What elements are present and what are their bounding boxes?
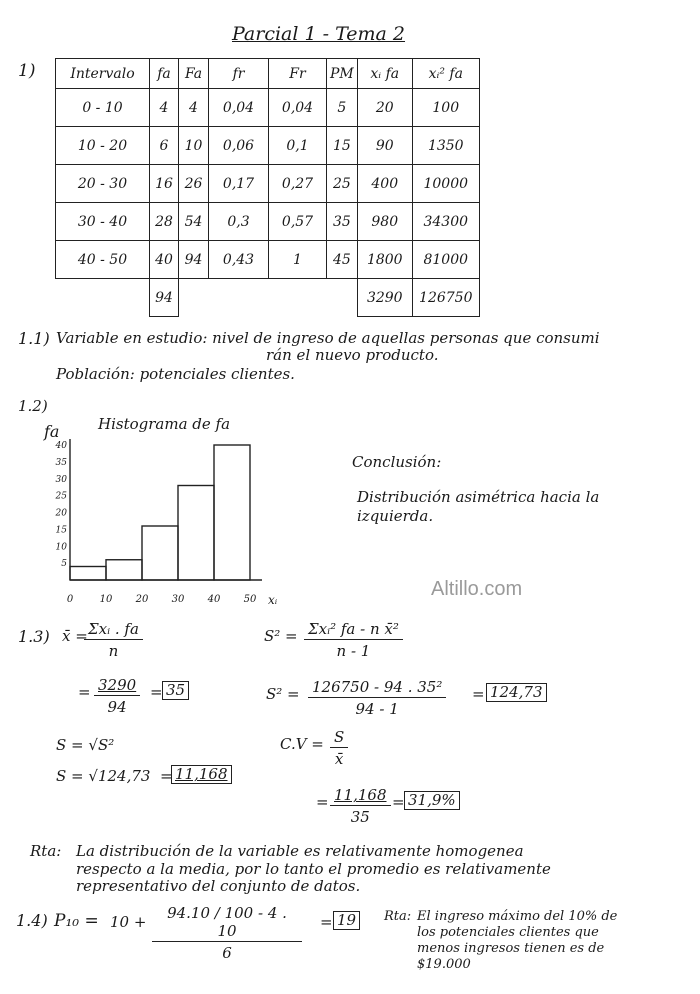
mean-denominator: n <box>108 642 119 660</box>
blank-cell <box>209 279 269 317</box>
table-cell: 0,04 <box>209 89 269 127</box>
total-xi-fa-cell: 3290 <box>357 279 412 317</box>
table-cell: 980 <box>357 203 412 241</box>
page-title: Parcial 1 - Tema 2 <box>232 23 406 45</box>
header-cell: xᵢ fa <box>357 59 412 89</box>
table-cell: 1 <box>269 241 327 279</box>
variance-denominator: n - 1 <box>336 642 371 660</box>
x-tick-label: 50 <box>243 594 257 605</box>
table-cell: 10000 <box>412 165 479 203</box>
table-cell: 0,06 <box>209 127 269 165</box>
mean-denominator-value: 94 <box>107 698 127 716</box>
table-cell: 20 - 30 <box>56 165 150 203</box>
percentile-num-fraction: 94.10 / 100 <box>167 904 254 922</box>
total-xi2-fa-cell: 126750 <box>412 279 479 317</box>
blank-cell <box>179 279 209 317</box>
variance-formula <box>304 620 403 660</box>
table-cell: 40 <box>150 241 179 279</box>
percentile-equals: = <box>320 913 333 931</box>
totals-row <box>56 279 480 317</box>
mean-numerator: Σxᵢ . fa <box>84 620 143 640</box>
mean-formula <box>84 620 143 660</box>
table-cell: 400 <box>357 165 412 203</box>
y-tick-label: 35 <box>55 457 67 468</box>
question-1-3-number: 1.3) <box>18 627 50 646</box>
table-cell: 81000 <box>412 241 479 279</box>
variance2-numerator: 126750 - 94 . 35² <box>308 678 446 698</box>
variance2-lhs: S² = <box>266 685 300 703</box>
std-definition: S = √S² <box>56 736 115 754</box>
table-cell: 0,1 <box>269 127 327 165</box>
table-cell: 0,04 <box>269 89 327 127</box>
variance-equals: = <box>472 685 485 703</box>
table-cell: 1800 <box>357 241 412 279</box>
question-1-number: 1) <box>18 61 36 81</box>
variable-line-2: rán el nuevo producto. <box>266 346 439 364</box>
variance-numerator: Σxᵢ² fa - n x̄² <box>304 620 403 640</box>
table-cell: 15 <box>327 127 358 165</box>
cv-denominator: x̄ <box>334 750 344 768</box>
conclusion-label: Conclusión: <box>352 453 442 471</box>
y-tick-label: 20 <box>55 508 67 519</box>
total-fa-cell: 94 <box>150 279 179 317</box>
watermark: Altillo.com <box>431 578 523 600</box>
answer-line-3: representativo del conjunto de datos. <box>76 877 361 895</box>
blank-cell <box>327 279 358 317</box>
x-tick-label: 40 <box>207 594 221 605</box>
table-cell: 28 <box>150 203 179 241</box>
cv-formula <box>330 728 348 768</box>
table-cell: 0,57 <box>269 203 327 241</box>
population-line: Población: potenciales clientes. <box>56 365 295 383</box>
chart-title: Histograma de fa <box>98 415 231 433</box>
y-tick-label: 5 <box>61 559 67 570</box>
table-row <box>56 89 480 127</box>
answer-line-2: respecto a la media, por lo tanto el promedio es relativamente <box>76 860 551 878</box>
y-tick-label: 10 <box>55 542 67 553</box>
table-cell: 34300 <box>412 203 479 241</box>
table-cell: 6 <box>150 127 179 165</box>
table-cell: 1350 <box>412 127 479 165</box>
x-tick-label: 30 <box>171 594 185 605</box>
table-cell: 45 <box>327 241 358 279</box>
variance2-denominator: 94 - 1 <box>355 700 399 718</box>
header-cell: fa <box>150 59 179 89</box>
percentile-result: 19 <box>333 911 360 930</box>
table-row <box>56 203 480 241</box>
conclusion-line-1: Distribución asimétrica hacia la <box>357 488 600 506</box>
table-cell: 30 - 40 <box>56 203 150 241</box>
histogram-bar <box>178 486 214 581</box>
table-cell: 5 <box>327 89 358 127</box>
cv-numerator-value: 11,168 <box>330 786 391 806</box>
table-row <box>56 127 480 165</box>
table-cell: 10 - 20 <box>56 127 150 165</box>
std-result: 11,168 <box>171 765 232 784</box>
conclusion-line-2: izquierda. <box>357 507 434 525</box>
percentile-lhs: P₁₀ = <box>54 911 99 931</box>
table-cell: 25 <box>327 165 358 203</box>
table-cell: 90 <box>357 127 412 165</box>
table-cell: 40 - 50 <box>56 241 150 279</box>
table-cell: 4 <box>179 89 209 127</box>
table-cell: 0,27 <box>269 165 327 203</box>
variance-substitution <box>308 678 446 718</box>
x-tick-label: 0 <box>66 594 74 605</box>
table-cell: 20 <box>357 89 412 127</box>
table-row <box>56 165 480 203</box>
table-cell: 4 <box>150 89 179 127</box>
percentile-num-tail: - 4 . 10 <box>217 904 287 940</box>
table-cell: 0 - 10 <box>56 89 150 127</box>
mean-equals: = <box>78 683 91 701</box>
cv-numerator: S <box>330 728 348 748</box>
percentile-answer-label: Rta: <box>384 909 412 924</box>
question-1-1-number: 1.1) <box>18 329 50 348</box>
blank-cell <box>56 279 150 317</box>
table-cell: 0,3 <box>209 203 269 241</box>
percentile-denominator: 6 <box>222 944 232 962</box>
table-cell: 100 <box>412 89 479 127</box>
percentile-answer-line-4: $19.000 <box>417 957 471 972</box>
table-cell: 35 <box>327 203 358 241</box>
header-cell: Fa <box>179 59 209 89</box>
blank-cell <box>269 279 327 317</box>
std-lhs: S = √124,73 <box>56 767 151 785</box>
x-axis-label: xᵢ <box>268 593 278 607</box>
y-tick-label: 15 <box>55 525 67 536</box>
cv-lhs: C.V = <box>280 735 324 753</box>
table-row <box>56 241 480 279</box>
header-cell: xᵢ² fa <box>412 59 479 89</box>
cv-result: 31,9% <box>404 791 460 810</box>
histogram-bar <box>142 526 178 580</box>
header-cell: Intervalo <box>56 59 150 89</box>
percentile-answer-line-2: los potenciales clientes que <box>417 925 599 940</box>
percentile-numerator <box>152 904 302 942</box>
table-header-row <box>56 59 480 89</box>
mean-lhs: x̄ = <box>62 627 88 645</box>
cv-equals: = <box>316 793 329 811</box>
mean-numerator-value: 3290 <box>94 676 140 696</box>
question-1-4-number: 1.4) <box>16 911 48 930</box>
cv-substitution <box>330 786 391 826</box>
table-cell: 54 <box>179 203 209 241</box>
mean-substitution <box>94 676 140 716</box>
table-cell: 10 <box>179 127 209 165</box>
answer-label: Rta: <box>30 842 62 860</box>
histogram-chart <box>40 405 310 615</box>
question-1-2-number: 1.2) <box>18 397 48 415</box>
x-tick-label: 10 <box>99 594 113 605</box>
variance-result: 124,73 <box>486 683 547 702</box>
mean-result: 35 <box>162 681 189 700</box>
cv-denominator-value: 35 <box>350 808 370 826</box>
table-cell: 26 <box>179 165 209 203</box>
table-cell: 0,17 <box>209 165 269 203</box>
percentile-answer-line-1: El ingreso máximo del 10% de <box>417 909 618 924</box>
table-cell: 0,43 <box>209 241 269 279</box>
table-cell: 16 <box>150 165 179 203</box>
answer-line-1: La distribución de la variable es relativamente homogenea <box>76 842 524 860</box>
y-axis-label: fa <box>44 422 60 441</box>
header-cell: fr <box>209 59 269 89</box>
y-tick-label: 25 <box>55 491 67 502</box>
percentile-formula <box>152 904 302 962</box>
std-equals: = <box>160 767 173 785</box>
percentile-lead: 10 + <box>110 913 147 931</box>
y-tick-label: 30 <box>55 474 67 485</box>
y-tick-label: 40 <box>55 441 67 451</box>
histogram-bar <box>214 445 250 580</box>
frequency-table <box>55 58 480 317</box>
percentile-answer-line-3: menos ingresos tienen es de <box>417 941 605 956</box>
header-cell: PM <box>327 59 358 89</box>
histogram-bar <box>70 567 106 581</box>
variable-line-1: Variable en estudio: nivel de ingreso de aquellas personas que consumi <box>56 329 600 347</box>
x-tick-label: 20 <box>135 594 149 605</box>
mean-equals-2: = <box>150 683 163 701</box>
table-cell: 94 <box>179 241 209 279</box>
variance-lhs: S² = <box>264 627 298 645</box>
header-cell: Fr <box>269 59 327 89</box>
histogram-bar <box>106 560 142 580</box>
cv-equals-2: = <box>392 793 405 811</box>
